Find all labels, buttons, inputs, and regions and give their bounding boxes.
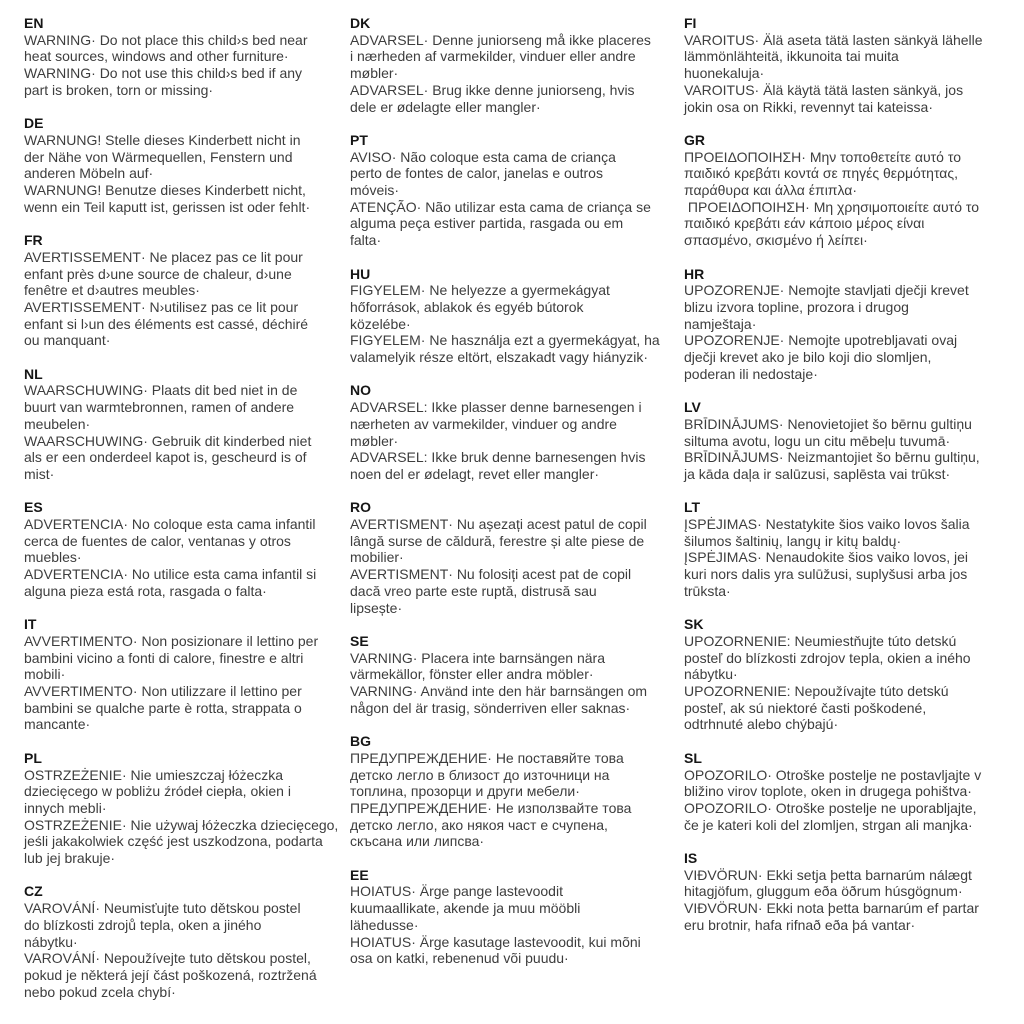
- language-code-heading: HR: [684, 265, 705, 282]
- warning-text-line: ADVERTENCIA· No coloque esta cama infantil: [24, 516, 316, 533]
- language-section-pt: [350, 132, 680, 249]
- warning-text-line: ADVARSEL: Ikke plasser denne barnesengen i: [350, 399, 642, 416]
- language-section-ee: [350, 867, 680, 967]
- warning-text-line: WAARSCHUWING· Plaats dit bed niet in de: [24, 382, 298, 399]
- warning-text-line: FIGYELEM· Ne használja ezt a gyermekágyat, ha: [350, 332, 660, 349]
- warning-text-line: enfant près d›une source de chaleur, d›une: [24, 265, 292, 282]
- warning-text-line: part is broken, torn or missing·: [24, 81, 214, 98]
- warning-text-line: BRĪDINĀJUMS· Nenovietojiet šo bērnu gultiņu: [684, 415, 972, 432]
- warning-text-line: ADVARSEL· Denne juniorseng må ikke placeres: [350, 31, 651, 48]
- warning-text-line: dječji krevet ako je bilo koji dio slomljen,: [684, 349, 932, 366]
- warning-text-line: AVISO· Não coloque esta cama de criança: [350, 148, 616, 165]
- warning-text-line: šilumos šaltinių, langų ir kitų baldų·: [684, 532, 902, 549]
- warning-text-line: AVERTISMENT· Nu așezați acest patul de copil: [350, 516, 647, 533]
- language-code-heading: LT: [684, 499, 701, 516]
- warning-text-line: AVERTISSEMENT· N›utilisez pas ce lit pour: [24, 298, 299, 315]
- warning-text-line: dziecięcego w pobliżu źródeł ciepła, okien i: [24, 783, 291, 800]
- warning-text-line: OPOZORILO· Otroške postelje ne postavljajte v: [684, 766, 982, 783]
- warning-text-line: falta·: [350, 232, 382, 249]
- language-code-heading: LV: [684, 399, 701, 416]
- warning-text-line: dacă vreo parte este ruptă, distrusă sau: [350, 582, 597, 599]
- warning-text-line: UPOZORNENIE: Neumiestňujte túto detskú: [684, 632, 957, 649]
- warning-text-line: innych mebli·: [24, 799, 107, 816]
- warning-text-line: ou manquant·: [24, 332, 111, 349]
- warning-text-line: παιδικό κρεβάτι κοντά σε πηγές θερμότητας,: [684, 165, 959, 182]
- warning-text-line: ПРЕДУПРЕЖДЕНИЕ· Не поставяйте това: [350, 749, 624, 766]
- warning-text-line: muebles·: [24, 549, 82, 566]
- language-code-heading: IT: [24, 616, 37, 633]
- warning-text-line: σπασμένο, σκισμένο ή λείπει·: [684, 232, 868, 249]
- language-code-heading: NL: [24, 365, 43, 382]
- warning-text-line: lämmönlähteitä, ikkunoita tai muita: [684, 48, 899, 65]
- warning-text-line: közelébe·: [350, 315, 411, 332]
- warning-text-line: kuumaallikate, akende ja muu mööbli: [350, 900, 581, 917]
- language-section-is: [684, 850, 1022, 934]
- warning-text-line: HOIATUS· Ärge pange lastevoodit: [350, 883, 563, 900]
- warning-text-line: nærheten av varmekilder, vinduer og andre: [350, 415, 617, 432]
- warning-text-line: VARNING· Placera inte barnsängen nära: [350, 649, 605, 666]
- language-section-ro: [350, 499, 680, 616]
- warning-text-line: VAROITUS· Älä käytä tätä lasten sänkyä, jos: [684, 81, 964, 98]
- language-section-en: [24, 15, 346, 99]
- warning-text-line: VAROITUS· Älä aseta tätä lasten sänkyä lähelle: [684, 31, 983, 48]
- warning-text-line: ja kāda daļa ir salūzusi, saplēsta vai trūkst·: [684, 465, 951, 482]
- language-section-cz: [24, 883, 346, 1000]
- warning-text-line: ADVARSEL· Brug ikke denne juniorseng, hvis: [350, 81, 635, 98]
- language-code-heading: ES: [24, 499, 43, 516]
- language-code-heading: SK: [684, 616, 704, 633]
- warning-text-line: ĮSPĖJIMAS· Nenaudokite šios vaiko lovos, jei: [684, 549, 969, 566]
- warning-text-line: huonekaluja·: [684, 65, 765, 82]
- warning-text-line: ATENÇÃO· Não utilizar esta cama de criança se: [350, 198, 651, 215]
- language-code-heading: GR: [684, 131, 705, 148]
- warning-text-line: AVVERTIMENTO· Non posizionare il lettino per: [24, 632, 319, 649]
- warning-text-line: dele er ødelagte eller mangler·: [350, 98, 541, 115]
- language-section-es: [24, 499, 346, 599]
- warning-text-line: VIÐVÖRUN· Ekki setja þetta barnarúm nálægt: [684, 866, 972, 883]
- warning-text-line: wenn ein Teil kaputt ist, gerissen ist oder fehlt·: [24, 198, 311, 215]
- warning-text-line: møbler·: [350, 65, 399, 82]
- warning-text-line: BRĪDINĀJUMS· Neizmantojiet šo bērnu gultiņu,: [684, 449, 980, 466]
- warning-text-line: UPOZORENJE· Nemojte stavljati dječji krevet: [684, 282, 969, 299]
- language-section-nl: [24, 366, 346, 483]
- warning-text-line: lipsește·: [350, 599, 403, 616]
- warning-text-line: mobili·: [24, 666, 66, 683]
- warning-text-line: скъсана или липсва·: [350, 833, 485, 850]
- warning-text-line: VAROVÁNÍ· Neumisťujte tuto dětskou postel: [24, 900, 301, 917]
- warning-text-line: топлина, прозорци и други мебели·: [350, 783, 580, 800]
- warning-text-line: nebo pokud zcela chybí·: [24, 983, 176, 1000]
- language-section-hr: [684, 266, 1022, 383]
- warning-text-line: jeśli jakakolwiek część jest uszkodzona, podarta: [24, 833, 323, 850]
- warning-text-line: ADVERTENCIA· No utilice esta cama infantil si: [24, 566, 317, 583]
- language-section-fr: [24, 232, 346, 349]
- warning-text-line: namještaja·: [684, 315, 757, 332]
- warning-text-line: παράθυρα και άλλα έπιπλα·: [684, 182, 858, 199]
- warning-text-line: mancante·: [24, 716, 91, 733]
- warning-text-line: ĮSPĖJIMAS· Nestatykite šios vaiko lovos šalia: [684, 516, 970, 533]
- language-section-it: [24, 616, 346, 733]
- warning-text-line: mobilier·: [350, 549, 404, 566]
- warning-text-line: meubelen·: [24, 415, 91, 432]
- language-section-lt: [684, 499, 1022, 599]
- warning-text-line: jokin osa on Rikki, revennyt tai kateissa·: [684, 98, 933, 115]
- language-section-sk: [684, 616, 1022, 733]
- warning-text-line: VAROVÁNÍ· Nepoužívejte tuto dětskou postel,: [24, 950, 311, 967]
- warning-text-line: nábytku·: [24, 933, 78, 950]
- warning-text-line: hitagjöfum, gluggum eða öðrum húsgögnum·: [684, 883, 963, 900]
- warning-text-line: AVERTISSEMENT· Ne placez pas ce lit pour: [24, 248, 303, 265]
- warning-text-line: UPOZORENJE· Nemojte upotrebljavati ovaj: [684, 332, 958, 349]
- warning-text-line: ΠΡΟΕΙΔΟΠΟΙΗΣΗ· Μη χρησιμοποιείτε αυτό το: [684, 198, 980, 215]
- warning-text-line: móveis·: [350, 182, 400, 199]
- warning-text-line: odtrhnuté alebo chýbajú·: [684, 716, 839, 733]
- warning-text-line: poderan ili nedostaje·: [684, 365, 818, 382]
- warning-text-line: bližino virov toplote, oken in drugega pohištva·: [684, 783, 972, 800]
- warning-text-line: mist·: [24, 465, 55, 482]
- warning-text-line: AVERTISMENT· Nu folosiți acest pat de copil: [350, 566, 632, 583]
- language-code-heading: HU: [350, 265, 371, 282]
- language-code-heading: DE: [24, 115, 44, 132]
- warning-text-line: VARNING· Använd inte den här barnsängen om: [350, 683, 648, 700]
- warning-text-line: trūksta·: [684, 582, 731, 599]
- warning-text-line: VIÐVÖRUN· Ekki nota þetta barnarúm ef partar: [684, 900, 979, 917]
- warning-column-2: [350, 15, 680, 984]
- warning-text-line: blizu izvora topline, prozora i drugog: [684, 298, 909, 315]
- warning-text-line: WARNUNG! Benutze dieses Kinderbett nicht,: [24, 182, 306, 199]
- language-code-heading: SL: [684, 749, 702, 766]
- warning-text-line: lähedusse·: [350, 916, 419, 933]
- warning-text-line: der Nähe von Wärmequellen, Fenstern und: [24, 148, 293, 165]
- warning-text-line: če je kateri koli del zlomljen, strgan ali manjka·: [684, 816, 973, 833]
- language-code-heading: NO: [350, 382, 371, 399]
- language-section-gr: [684, 132, 1022, 249]
- warning-text-line: lângă surse de căldură, ferestre și alte piese de: [350, 532, 645, 549]
- language-section-bg: [350, 733, 680, 850]
- language-code-heading: IS: [684, 850, 698, 867]
- warning-text-line: eru brotnir, hafa rifnað eða þá vantar·: [684, 916, 916, 933]
- warning-text-line: ПРЕДУПРЕЖДЕНИЕ· Не използвайте това: [350, 799, 632, 816]
- language-code-heading: PT: [350, 131, 368, 148]
- language-section-no: [350, 382, 680, 482]
- language-section-fi: [684, 15, 1022, 115]
- warning-text-line: kuri nors dalis yra sulūžusi, suplyšusi arba jos: [684, 566, 968, 583]
- language-code-heading: SE: [350, 632, 369, 649]
- language-code-heading: PL: [24, 749, 42, 766]
- language-code-heading: EE: [350, 866, 369, 883]
- language-code-heading: FI: [684, 15, 697, 31]
- warning-text-line: perto de fontes de calor, janelas e outros: [350, 165, 603, 182]
- warning-text-line: bambini vicino a fonti di calore, finestre e altri: [24, 649, 304, 666]
- warning-text-line: i nærheden af varmekilder, vinduer eller andre: [350, 48, 636, 65]
- warning-text-line: anderen Möbeln auf·: [24, 165, 154, 182]
- warning-text-line: enfant si l›un des éléments est cassé, déchiré: [24, 315, 309, 332]
- warning-text-line: OSTRZEŻENIE· Nie umieszczaj łóżeczka: [24, 766, 284, 783]
- warning-text-line: buurt van warmtebronnen, ramen of andere: [24, 399, 295, 416]
- warning-text-line: siltuma avotu, logu un citu mēbeļu tuvumā·: [684, 432, 951, 449]
- language-section-lv: [684, 399, 1022, 483]
- warning-text-line: WARNUNG! Stelle dieses Kinderbett nicht in: [24, 131, 301, 148]
- warning-text-line: WAARSCHUWING· Gebruik dit kinderbed niet: [24, 432, 312, 449]
- warning-text-line: fenêtre et d›autres meubles·: [24, 282, 200, 299]
- language-code-heading: FR: [24, 232, 43, 249]
- warning-text-line: lub jej brakuje·: [24, 850, 116, 867]
- warning-text-line: bambini se qualche parte è rotta, strappata o: [24, 699, 302, 716]
- warning-text-line: någon del är trasig, sönderriven eller saknas·: [350, 699, 631, 716]
- warning-text-line: värmekällor, fönster eller andra möbler·: [350, 666, 594, 683]
- language-section-de: [24, 115, 346, 215]
- language-section-hu: [350, 266, 680, 366]
- warning-text-line: FIGYELEM· Ne helyezze a gyermekágyat: [350, 282, 610, 299]
- warning-text-line: nábytku·: [684, 666, 738, 683]
- warning-text-line: alguna pieza está rota, rasgada o falta·: [24, 582, 267, 599]
- warning-text-line: posteľ do blízkosti zdrojov tepla, okien a iného: [684, 649, 971, 666]
- warning-text-line: do blízkosti zdrojů tepla, oken a jiného: [24, 916, 262, 933]
- language-section-pl: [24, 750, 346, 867]
- language-code-heading: EN: [24, 15, 44, 31]
- language-section-dk: [350, 15, 680, 115]
- warning-text-line: osa on katki, rebenenud või puudu·: [350, 950, 569, 967]
- language-section-sl: [684, 750, 1022, 834]
- warning-column-3: [684, 15, 1022, 950]
- warning-text-line: WARNING· Do not use this child›s bed if any: [24, 65, 303, 82]
- warning-text-line: noen del er ødelagt, revet eller mangler·: [350, 465, 600, 482]
- warning-column-1: [24, 15, 346, 1017]
- warning-text-line: AVVERTIMENTO· Non utilizzare il lettino per: [24, 683, 302, 700]
- language-code-heading: BG: [350, 733, 371, 750]
- warning-text-line: hőforrások, ablakok és egyéb bútorok: [350, 298, 584, 315]
- warning-text-line: HOIATUS· Ärge kasutage lastevoodit, kui mõni: [350, 933, 641, 950]
- warning-text-line: pokud je některá její část poškozená, roztržená: [24, 966, 317, 983]
- warning-text-line: ΠΡΟΕΙΔΟΠΟΙΗΣΗ· Μην τοποθετείτε αυτό το: [684, 148, 961, 165]
- language-code-heading: RO: [350, 499, 371, 516]
- warning-text-line: OSTRZEŻENIE· Nie używaj łóżeczka dziecięcego,: [24, 816, 339, 833]
- warning-text-line: детско легло в близост до източници на: [350, 766, 610, 783]
- warning-text-line: UPOZORNENIE: Nepoužívajte túto detskú: [684, 683, 949, 700]
- warning-text-line: valamelyik része eltört, elszakadt vagy hiányzik·: [350, 349, 649, 366]
- warning-text-line: παιδικό κρεβάτι εάν κάποιο μέρος είναι: [684, 215, 925, 232]
- warning-text-line: WARNING· Do not place this child›s bed near: [24, 31, 308, 48]
- warning-text-line: alguma peça estiver partida, rasgada ou em: [350, 215, 624, 232]
- warning-text-line: OPOZORILO· Otroške postelje ne uporabljajte,: [684, 799, 977, 816]
- language-code-heading: DK: [350, 15, 371, 31]
- warning-text-line: детско легло, ако някоя част е счупена,: [350, 816, 608, 833]
- warning-text-line: posteľ, ak sú niektoré časti poškodené,: [684, 699, 927, 716]
- warning-text-line: ADVARSEL: Ikke bruk denne barnesengen hvis: [350, 449, 646, 466]
- warning-text-line: heat sources, windows and other furniture·: [24, 48, 289, 65]
- warning-text-line: als er een onderdeel kapot is, gescheurd is of: [24, 449, 307, 466]
- warning-text-line: cerca de fuentes de calor, ventanas y otros: [24, 532, 291, 549]
- language-section-se: [350, 633, 680, 717]
- language-code-heading: CZ: [24, 883, 43, 900]
- warning-text-line: møbler·: [350, 432, 399, 449]
